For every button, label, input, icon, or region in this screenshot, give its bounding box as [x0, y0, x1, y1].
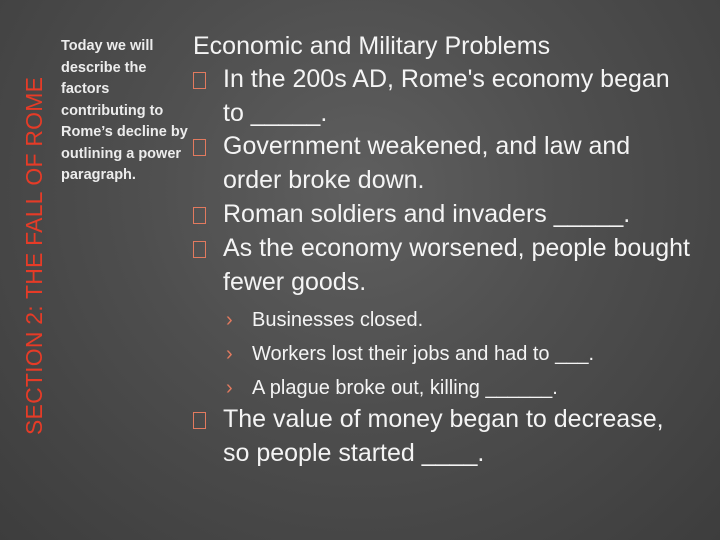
sub-bullet-item — [226, 306, 696, 334]
slide-title: Economic and Military Problems — [193, 32, 551, 60]
bullet-item — [193, 198, 693, 232]
sub-bullet-item — [226, 374, 696, 402]
square-bullet-icon — [193, 207, 206, 224]
bullet-item — [193, 232, 693, 299]
chevron-right-icon: › — [226, 343, 233, 365]
bullet-item — [193, 63, 693, 130]
square-bullet-icon — [193, 139, 206, 156]
intro-text: Today we will describe the factors contributing to Rome’s decline by outlining a power paragraph. — [61, 38, 188, 183]
sub-bullet-text: Businesses closed. — [252, 309, 424, 331]
bullet-item — [193, 130, 693, 197]
bullet-text: In the 200s AD, Rome's economy began to _____. — [223, 65, 670, 127]
bullet-text: As the economy worsened, people bought fewer goods. — [223, 234, 690, 296]
sub-bullet-text: Workers lost their jobs and had to ___. — [252, 343, 595, 365]
bullet-text: The value of money began to decrease, so people started ____. — [223, 405, 664, 467]
sub-bullet-text: A plague broke out, killing ______. — [252, 377, 558, 399]
sub-bullet-item — [226, 340, 696, 368]
bullet-item — [193, 403, 693, 470]
chevron-right-icon: › — [226, 309, 233, 331]
bullet-text: Roman soldiers and invaders _____. — [223, 200, 631, 228]
section-title-text: SECTION 2: THE FALL OF ROME — [21, 76, 47, 435]
chevron-right-icon: › — [226, 377, 233, 399]
square-bullet-icon — [193, 241, 206, 258]
bullet-text: Government weakened, and law and order broke down. — [223, 132, 631, 194]
square-bullet-icon — [193, 412, 206, 429]
square-bullet-icon — [193, 72, 206, 89]
section-title-vertical — [22, 0, 46, 540]
